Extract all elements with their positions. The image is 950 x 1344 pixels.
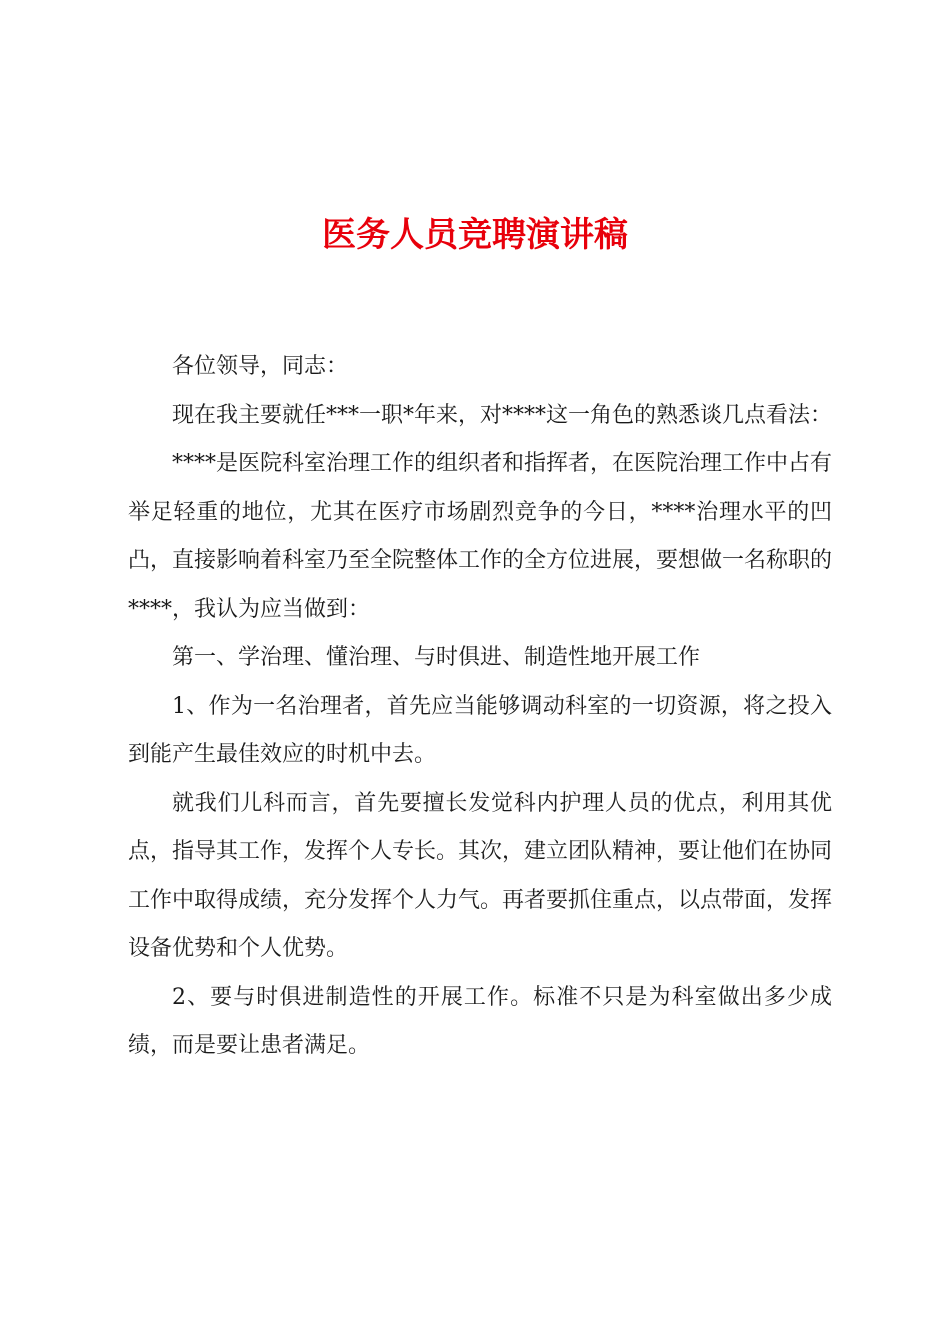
paragraph-salutation: 各位领导，同志：	[172, 354, 349, 379]
document-body	[128, 343, 832, 1071]
document-title: 医务人员竞聘演讲稿	[322, 215, 628, 255]
paragraph-intro: 现在我主要就任***一职*年来，对****这一角色的熟悉谈几点看法：	[172, 402, 833, 428]
paragraph-section-heading-1: 第一、学治理、懂治理、与时俱进、制造性地开展工作	[172, 645, 701, 670]
paragraph-role-description: ****是医院科室治理工作的组织者和指挥者，在医院治理工作中占有举足轻重的地位，尤其在医疗市场剧烈竞争的今日，****治理水平的凹凸，直接影响着科室乃至全院整体工作的全方位进展，要想做一名称职的****，我认为应当做到：	[128, 451, 833, 622]
paragraph-pediatrics: 就我们儿科而言，首先要擅长发觉科内护理人员的优点，利用其优点，指导其工作，发挥个人专长。其次，建立团队精神，要让他们在协同工作中取得成绩，充分发挥个人力气。再者要抓住重点，以点带面，发挥设备优势和个人优势。	[128, 790, 833, 961]
paragraph-point-2: 2、要与时俱进制造性的开展工作。标准不只是为科室做出多少成绩，而是要让患者满足。	[128, 984, 832, 1058]
paragraph-point-1: 1、作为一名治理者，首先应当能够调动科室的一切资源，将之投入到能产生最佳效应的时机中去。	[128, 693, 832, 767]
